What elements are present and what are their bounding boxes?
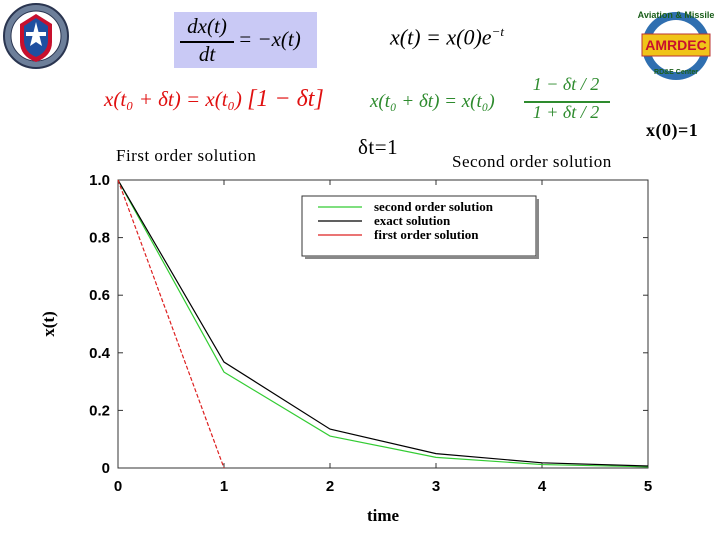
legend-label: first order solution bbox=[374, 227, 479, 242]
legend-label: second order solution bbox=[374, 199, 493, 214]
legend-shadow-bottom bbox=[305, 256, 539, 259]
first-order-heading: First order solution bbox=[116, 146, 257, 165]
ode-rhs: = −x(t) bbox=[238, 27, 301, 51]
y-tick-label: 0 bbox=[101, 460, 110, 477]
ode-numerator: dx(t) bbox=[187, 14, 227, 38]
second-order-lhs: x(t₀ + δt) = x(t₀) bbox=[370, 91, 495, 112]
exact-solution-base: x(t) = x(0)e bbox=[390, 24, 492, 50]
logo-bottom-text: RD&E Center bbox=[654, 69, 698, 76]
x-axis-label: time bbox=[366, 506, 400, 525]
x-tick-label: 0 bbox=[113, 478, 123, 495]
x-tick-label: 4 bbox=[537, 478, 547, 495]
x-tick-label: 5 bbox=[643, 478, 653, 495]
second-order-numerator: 1 − δt / 2 bbox=[532, 74, 600, 94]
exact-solution-exponent: −t bbox=[491, 24, 504, 39]
second-order-denominator: 1 + δt / 2 bbox=[532, 102, 600, 122]
x-tick-label: 1 bbox=[219, 478, 229, 495]
legend-shadow-right bbox=[536, 199, 539, 259]
second-order-heading: Second order solution bbox=[452, 152, 612, 171]
y-tick-label: 0.6 bbox=[89, 287, 110, 305]
series-line-first-order-solution bbox=[118, 180, 224, 468]
y-tick-label: 0.2 bbox=[89, 402, 110, 420]
chart-legend bbox=[302, 196, 539, 259]
ode-denominator: dt bbox=[198, 42, 216, 66]
y-tick-label: 1.0 bbox=[89, 172, 110, 189]
step-size-label: δt=1 bbox=[358, 135, 399, 159]
y-axis-label: x(t) bbox=[39, 311, 58, 337]
y-tick-label: 0.8 bbox=[89, 229, 110, 247]
first-order-rhs: [1 − δt] bbox=[247, 86, 324, 112]
initial-condition-label: x(0)=1 bbox=[646, 120, 699, 140]
x-tick-label: 2 bbox=[325, 478, 335, 495]
y-tick-label: 0.4 bbox=[89, 344, 110, 362]
logo-main-text: AMRDEC bbox=[645, 37, 707, 53]
first-order-lhs: x(t₀ + δt) = x(t₀) bbox=[104, 87, 242, 111]
legend-label: exact solution bbox=[374, 213, 451, 228]
logo-arc-text: Aviation & Missile bbox=[637, 10, 715, 20]
x-tick-label: 3 bbox=[431, 478, 441, 495]
